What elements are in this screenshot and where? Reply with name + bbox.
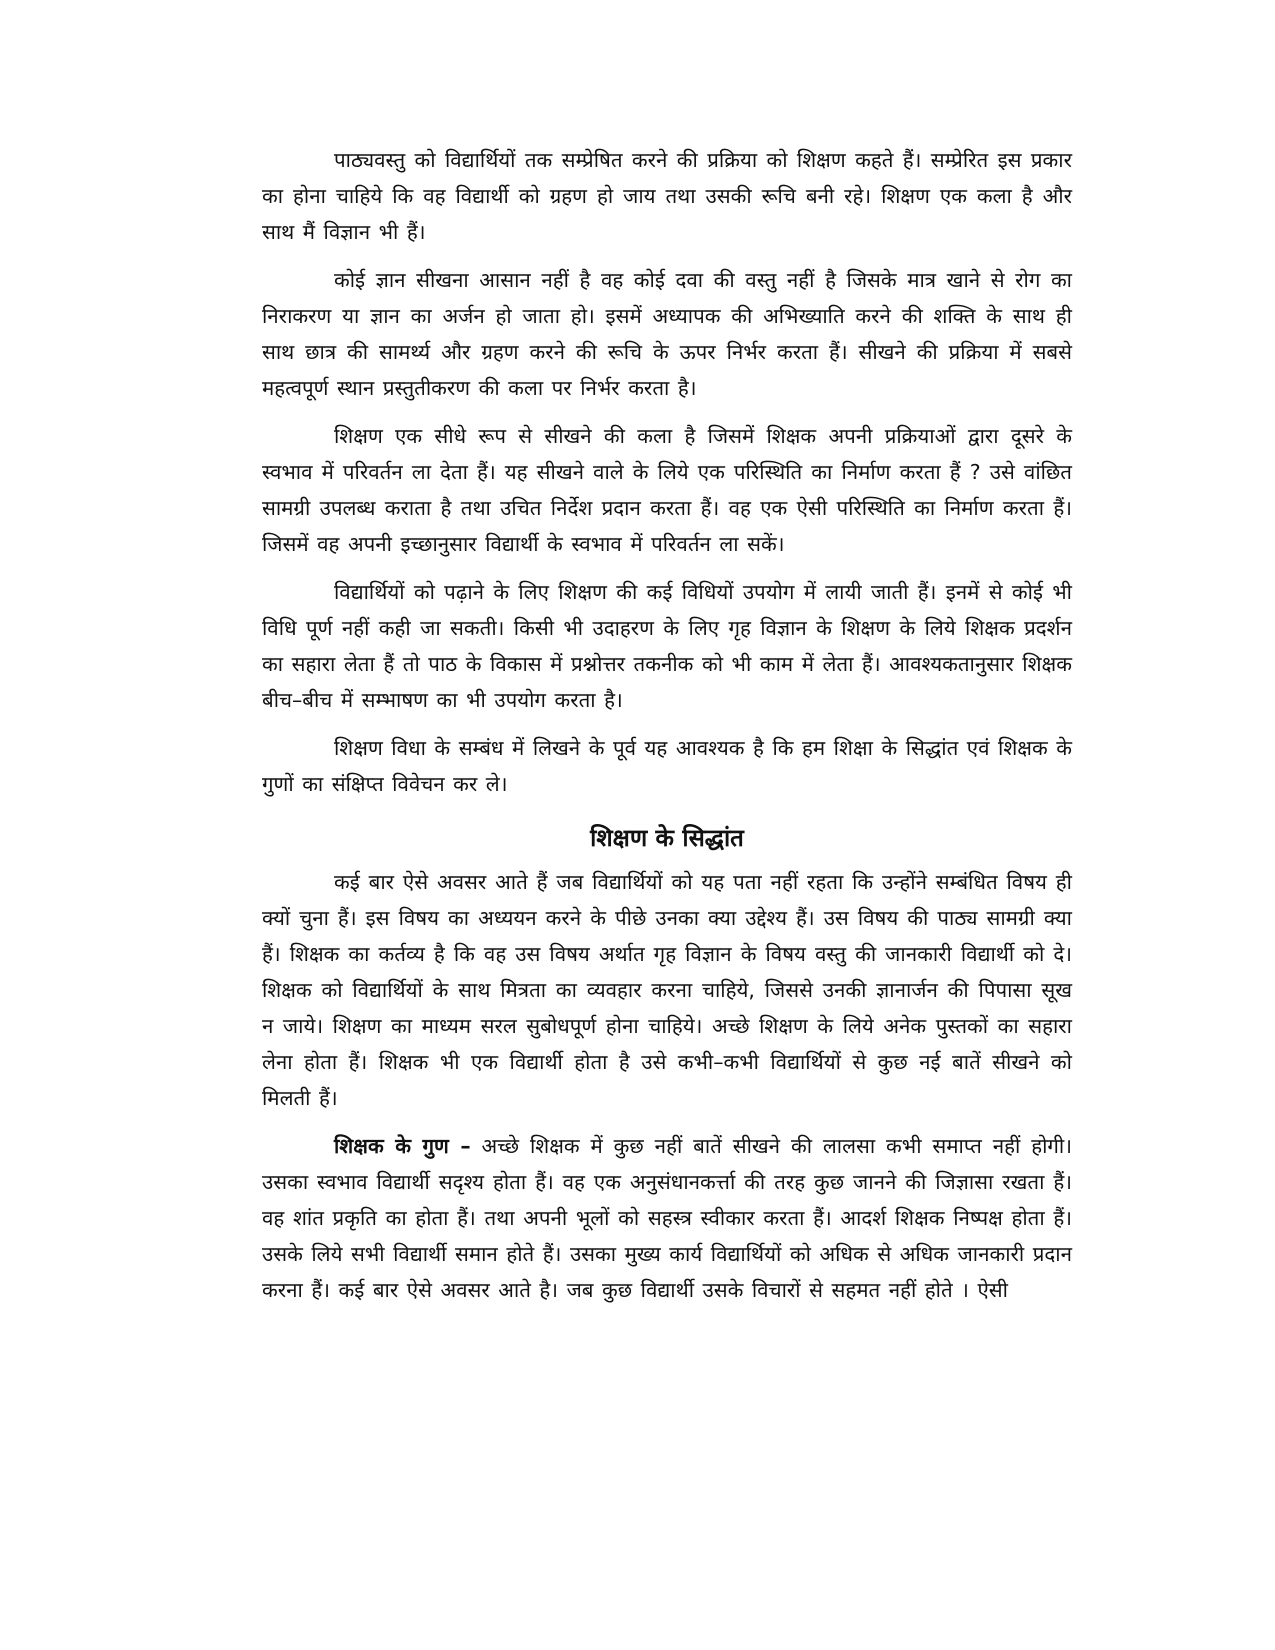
teacher-qualities-text: अच्छे शिक्षक में कुछ नहीं बातें सीखने की लालसा कभी समाप्त नहीं होगी। उसका स्वभाव विद्यार्थी सदृश्य होता हैं। वह एक अनुसंधानकर्त्ता की तरह कुछ जानने की जिज्ञासा रखता हैं। वह शांत प्रकृति का होता हैं। तथा अपनी भूलों को सहस्त्र स्वीकार करता हैं। आदर्श शिक्षक निष्पक्ष होता हैं। उसके लिये सभी विद्यार्थी समान होते हैं। उसका मुख्य कार्य विद्यार्थियों को अधिक से अधिक जानकारी प्रदान करना हैं। कई बार ऐसे अवसर आते है। जब कुछ विद्यार्थी उसके विचारों से सहमत नहीं होते । ऐसी <box>262 1134 1073 1302</box>
section-heading: शिक्षण के सिद्धांत <box>590 824 744 852</box>
teacher-qualities-lead: शिक्षक के गुण – <box>334 1134 471 1158</box>
paragraph-teaching-methods: विद्यार्थियों को पढ़ाने के लिए शिक्षण की कई विधियों उपयोग में लायी जाती हैं। इनमें से कोई भी विधि पूर्ण नहीं कही जा सकती। किसी भी उदाहरण के लिए गृह विज्ञान के शिक्षण के लिये शिक्षक प्रदर्शन का सहारा लेता हैं तो पाठ के विकास में प्रश्नोत्तर तकनीक को भी काम में लेता हैं। आवश्यकतानुसार शिक्षक बीच–बीच में सम्भाषण का भी उपयोग करता है। <box>262 580 1072 712</box>
document-page <box>262 142 1072 1622</box>
paragraph-teaching-definition: पाठ्यवस्तु को विद्यार्थियों तक सम्प्रेषित करने की प्रक्रिया को शिक्षण कहते हैं। सम्प्रेरित इस प्रकार का होना चाहिये कि वह विद्यार्थी को ग्रहण हो जाय तथा उसकी रूचि बनी रहे। शिक्षण एक कला है और साथ मैं विज्ञान भी हैं। <box>262 148 1072 244</box>
paragraph-teacher-qualities <box>262 1128 1072 1308</box>
paragraph-teaching-principles-intro: शिक्षण विधा के सम्बंध में लिखने के पूर्व यह आवश्यक है कि हम शिक्षा के सिद्धांत एवं शिक्षक के गुणों का संक्षिप्त विवेचन कर ले। <box>262 736 1072 796</box>
paragraph-principles: कई बार ऐसे अवसर आते हैं जब विद्यार्थियों को यह पता नहीं रहता कि उन्होंने सम्बंधित विषय ही क्यों चुना हैं। इस विषय का अध्ययन करने के पीछे उनका क्या उद्देश्य हैं। उस विषय की पाठ्य सामग्री क्या हैं। शिक्षक का कर्तव्य है कि वह उस विषय अर्थात गृह विज्ञान के विषय वस्तु की जानकारी विद्यार्थी को दे। शिक्षक को विद्यार्थियों के साथ मित्रता का व्यवहार करना चाहिये, जिससे उनकी ज्ञानार्जन की पिपासा सूख न जाये। शिक्षण का माध्यम सरल सुबोधपूर्ण होना चाहिये। अच्छे शिक्षण के लिये अनेक पुस्तकों का सहारा लेना होता हैं। शिक्षक भी एक विद्यार्थी होता है उसे कभी–कभी विद्यार्थियों से कुछ नई बातें सीखने को मिलती हैं। <box>262 870 1072 1110</box>
paragraph-teaching-art: शिक्षण एक सीधे रूप से सीखने की कला है जिसमें शिक्षक अपनी प्रक्रियाओं द्वारा दूसरे के स्वभाव में परिवर्तन ला देता हैं। यह सीखने वाले के लिये एक परिस्थिति का निर्माण करता हैं ? उसे वांछित सामग्री उपलब्ध कराता है तथा उचित निर्देश प्रदान करता हैं। वह एक ऐसी परिस्थिति का निर्माण करता हैं। जिसमें वह अपनी इच्छानुसार विद्यार्थी के स्वभाव में परिवर्तन ला सकें। <box>262 424 1072 556</box>
paragraph-learning-knowledge: कोई ज्ञान सीखना आसान नहीं है वह कोई दवा की वस्तु नहीं है जिसके मात्र खाने से रोग का निराकरण या ज्ञान का अर्जन हो जाता हो। इसमें अध्यापक की अभिख्याति करने की शक्ति के साथ ही साथ छात्र की सामर्थ्य और ग्रहण करने की रूचि के ऊपर निर्भर करता हैं। सीखने की प्रक्रिया में सबसे महत्वपूर्ण स्थान प्रस्तुतीकरण की कला पर निर्भर करता है। <box>262 268 1072 400</box>
